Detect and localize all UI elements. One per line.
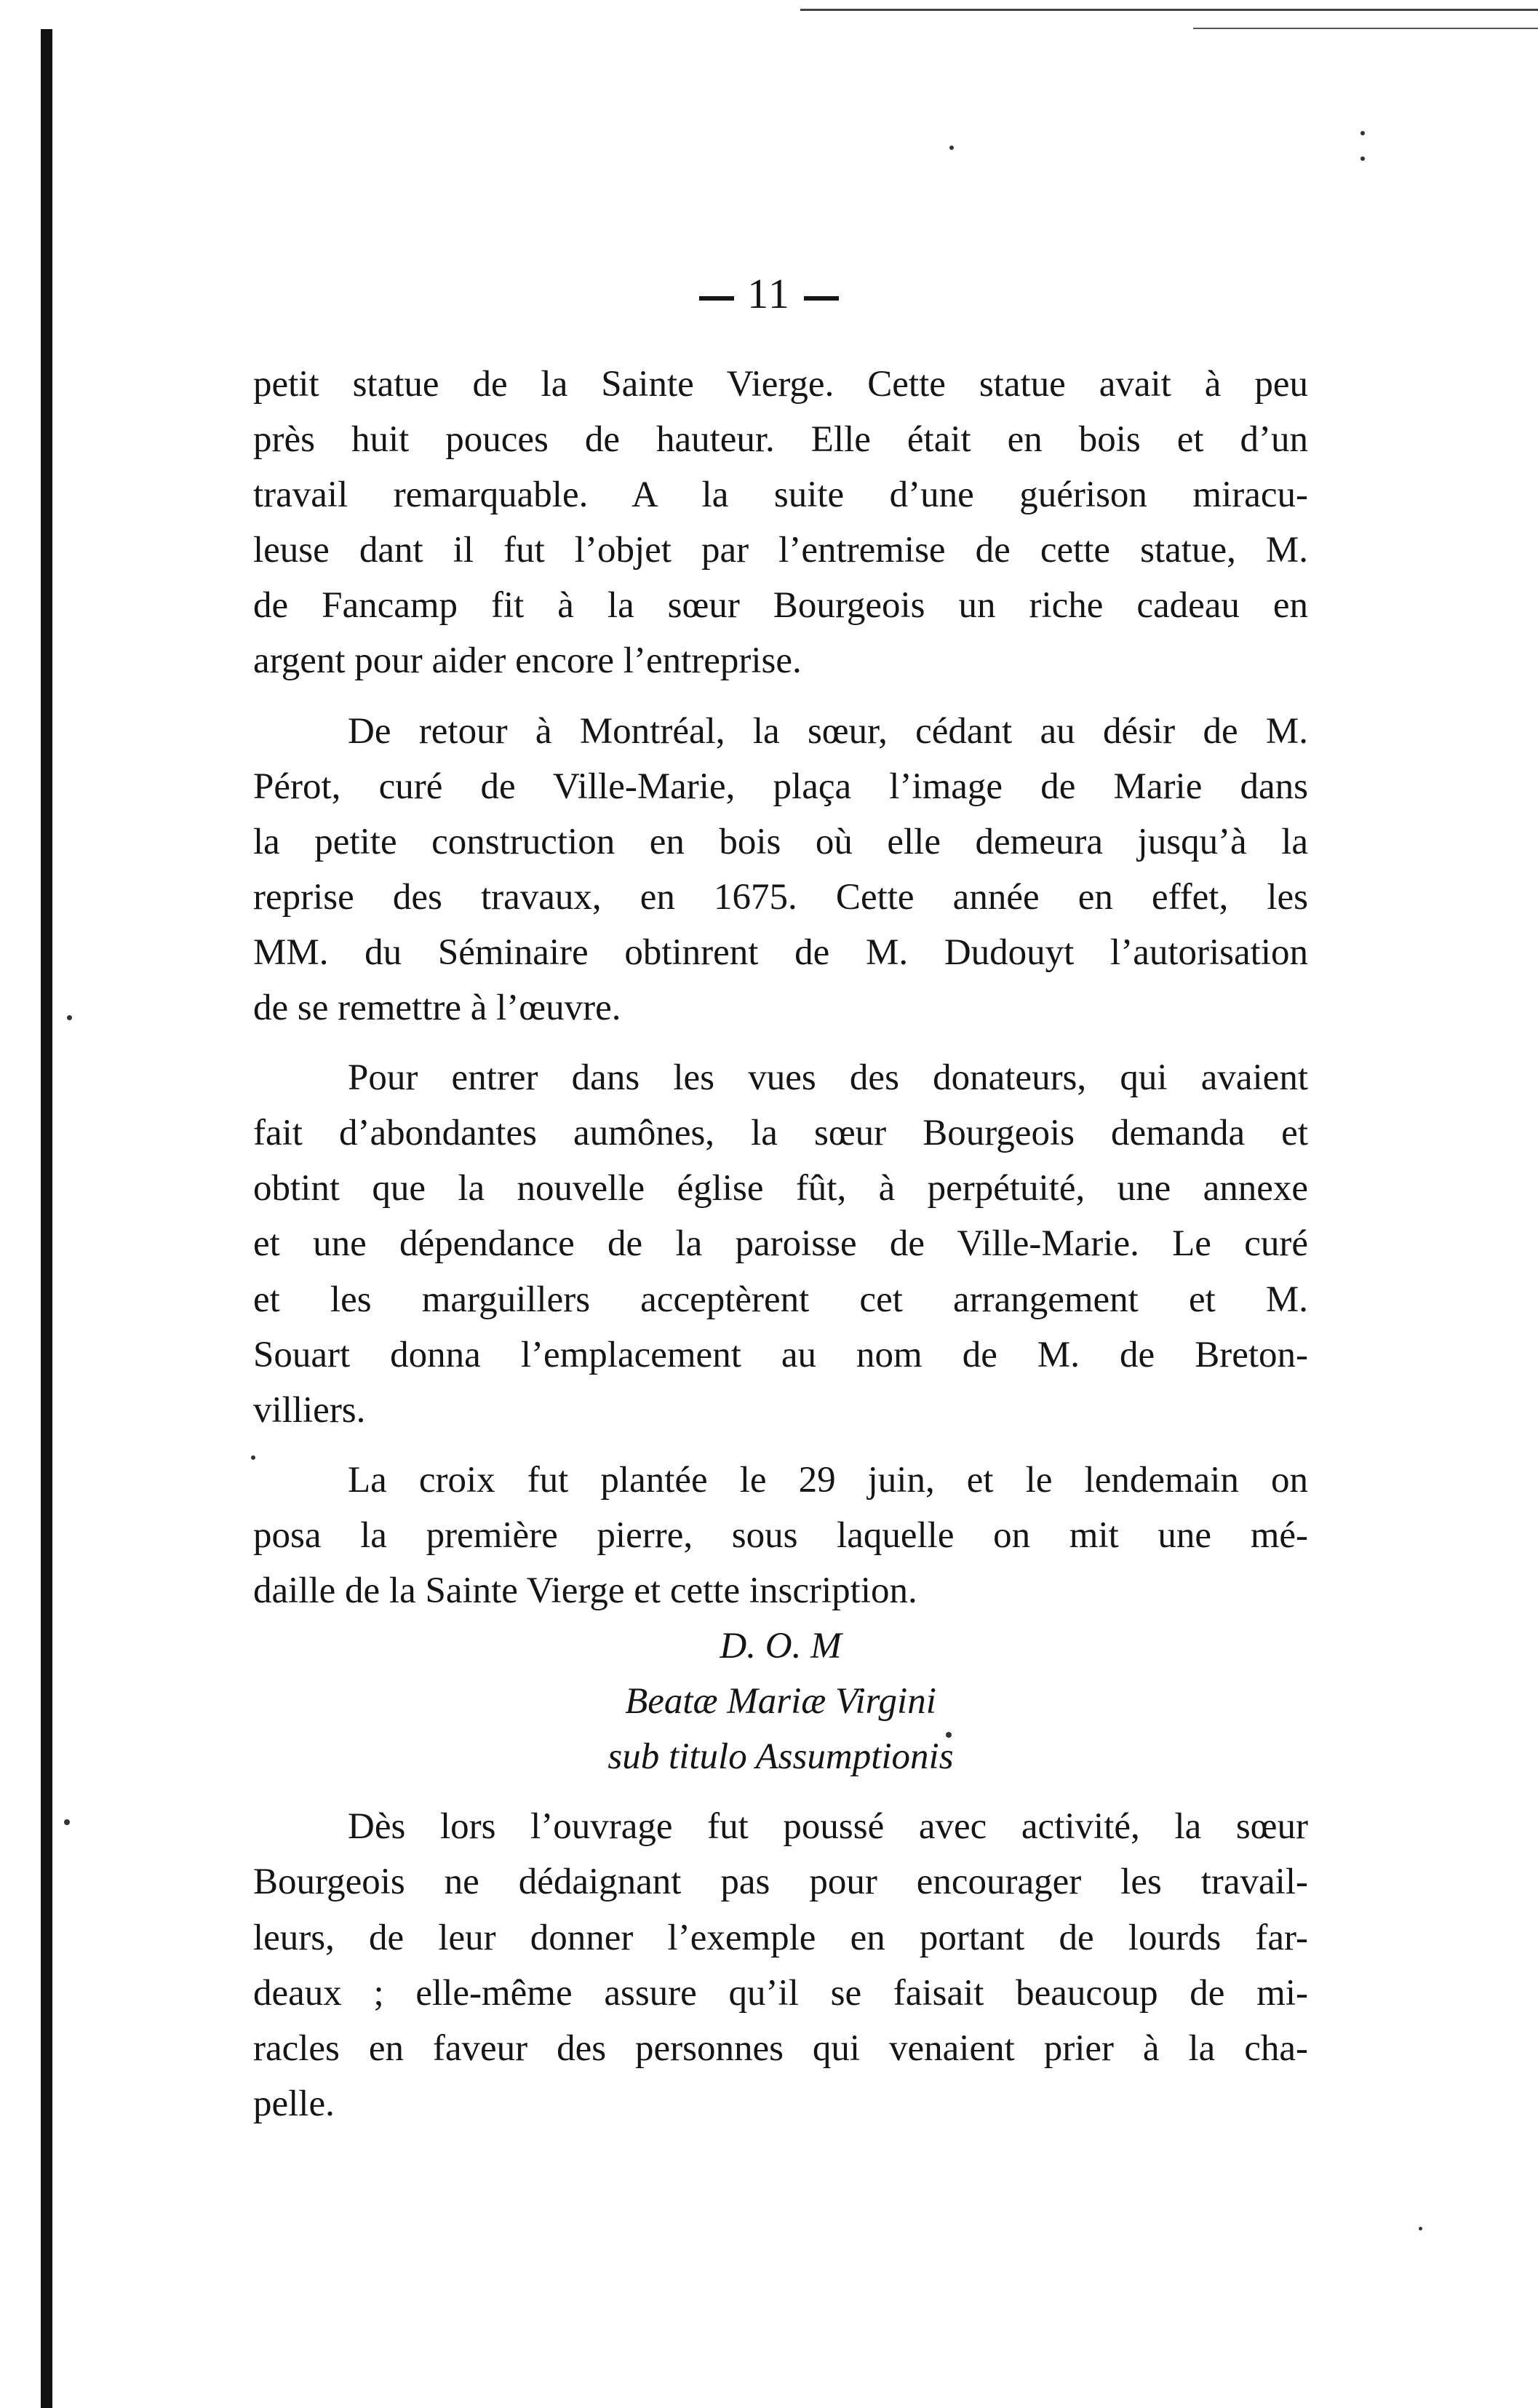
text-line: de Fancamp fit à la sœur Bourgeois un riche cadeau en bbox=[253, 585, 1308, 627]
text-line: reprise des travaux, en 1675. Cette année en effet, les bbox=[253, 876, 1308, 918]
body-text bbox=[253, 357, 1308, 2131]
text-line: MM. du Séminaire obtinrent de M. Dudouyt l’autorisation bbox=[253, 931, 1308, 973]
text-line: et une dépendance de la paroisse de Ville-Marie. Le curé bbox=[253, 1223, 1308, 1265]
top-edge-rule bbox=[800, 9, 1538, 11]
text-line: la petite construction en bois où elle demeura jusqu’à la bbox=[253, 821, 1308, 862]
text-line: pelle. bbox=[253, 2083, 335, 2124]
text-line: De retour à Montréal, la sœur, cédant au désir de M. bbox=[348, 710, 1308, 752]
text-line: près huit pouces de hauteur. Elle était en bois et d’un bbox=[253, 419, 1308, 461]
text-line: leurs, de leur donner l’exemple en portant de lourds far- bbox=[253, 1917, 1308, 1958]
text-line: et les marguillers acceptèrent cet arrangement et M. bbox=[253, 1279, 1308, 1320]
text-line: obtint que la nouvelle église fût, à perpétuité, une annexe bbox=[253, 1168, 1308, 1209]
inscription-line: sub titulo Assumptionis bbox=[607, 1736, 954, 1778]
text-line: leuse dant il fut l’objet par l’entremise de cette statue, M. bbox=[253, 530, 1308, 571]
text-line: Souart donna l’emplacement au nom de M. de Breton- bbox=[253, 1334, 1308, 1375]
text-line: Pérot, curé de Ville-Marie, plaça l’image de Marie dans bbox=[253, 766, 1308, 807]
text-line: de se remettre à l’œuvre. bbox=[253, 988, 621, 1029]
text-line: Bourgeois ne dédaignant pas pour encourager les travail- bbox=[253, 1861, 1308, 1903]
text-line: daille de la Sainte Vierge et cette inscription. bbox=[253, 1570, 917, 1611]
page-binding-edge bbox=[41, 29, 52, 2408]
page-number-dash-right bbox=[804, 296, 839, 301]
text-line: villiers. bbox=[253, 1389, 366, 1431]
text-line: racles en faveur des personnes qui venaient prier à la cha- bbox=[253, 2027, 1308, 2069]
text-line: travail remarquable. A la suite d’une guérison miracu- bbox=[253, 474, 1308, 516]
top-edge-rule-short bbox=[1193, 28, 1538, 29]
page-number bbox=[0, 269, 1538, 318]
text-line: argent pour aider encore l’entreprise. bbox=[253, 640, 802, 682]
text-line: deaux ; elle-même assure qu’il se faisait beaucoup de mi- bbox=[253, 1972, 1308, 2014]
inscription-line: D. O. M bbox=[720, 1626, 842, 1667]
page-number-dash-left bbox=[699, 296, 734, 301]
text-line: petit statue de la Sainte Vierge. Cette statue avait à peu bbox=[253, 364, 1308, 405]
text-line: posa la première pierre, sous laquelle on mit une mé- bbox=[253, 1514, 1308, 1556]
inscription-line: Beatæ Mariæ Virgini bbox=[625, 1681, 936, 1722]
text-line: Pour entrer dans les vues des donateurs, qui avaient bbox=[348, 1057, 1308, 1099]
text-line: Dès lors l’ouvrage fut poussé avec activité, la sœur bbox=[348, 1806, 1308, 1848]
page-number-value: 11 bbox=[747, 270, 791, 317]
text-line: La croix fut plantée le 29 juin, et le lendemain on bbox=[348, 1459, 1308, 1501]
text-line: fait d’abondantes aumônes, la sœur Bourgeois demanda et bbox=[253, 1113, 1308, 1154]
